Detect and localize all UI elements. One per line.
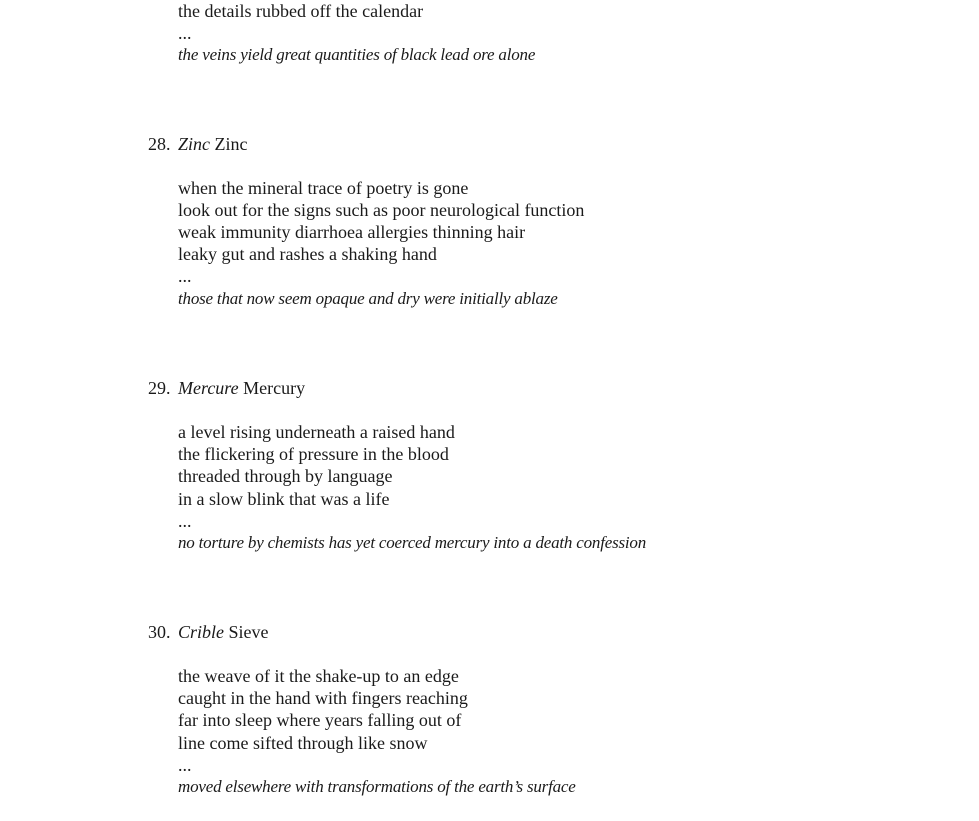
poem-line: caught in the hand with fingers reaching (178, 688, 468, 708)
ellipsis: ... (178, 511, 192, 531)
ellipsis: ... (178, 266, 192, 286)
poem-line: threaded through by language (178, 466, 393, 486)
poem-number: 30. (148, 622, 171, 642)
poem-line: the flickering of pressure in the blood (178, 444, 449, 464)
poem-line: the weave of it the shake-up to an edge (178, 666, 459, 686)
poem-title-english: Sieve (228, 622, 269, 642)
ellipsis: ... (178, 23, 192, 43)
poem-line: line come sifted through like snow (178, 733, 428, 753)
poem-line: a level rising underneath a raised hand (178, 422, 455, 442)
poem-title (178, 133, 248, 155)
poem-line: look out for the signs such as poor neurological function (178, 200, 585, 220)
poem-line: the details rubbed off the calendar (178, 1, 424, 21)
poem-number: 28. (148, 134, 171, 154)
poem-line: weak immunity diarrhoea allergies thinning hair (178, 222, 526, 242)
poem-quote: those that now seem opaque and dry were initially ablaze (178, 289, 558, 308)
poem-title (178, 621, 269, 643)
poem-line: in a slow blink that was a life (178, 489, 390, 509)
poem-line: far into sleep where years falling out of (178, 710, 462, 730)
poem-quote: moved elsewhere with transformations of the earth’s surface (178, 777, 576, 796)
poem-title-french: Mercure (178, 378, 239, 398)
poem-title-french: Crible (178, 622, 225, 642)
poem-quote: the veins yield great quantities of black lead ore alone (178, 45, 536, 64)
poem-number: 29. (148, 378, 171, 398)
poem-title-english: Mercury (243, 378, 306, 398)
poem-quote: no torture by chemists has yet coerced mercury into a death confession (178, 533, 647, 552)
poem-title-french: Zinc (178, 134, 211, 154)
poem-line: when the mineral trace of poetry is gone (178, 178, 469, 198)
ellipsis: ... (178, 755, 192, 775)
poem-line: leaky gut and rashes a shaking hand (178, 244, 437, 264)
poem-title-english: Zinc (214, 134, 248, 154)
poem-title (178, 377, 305, 399)
